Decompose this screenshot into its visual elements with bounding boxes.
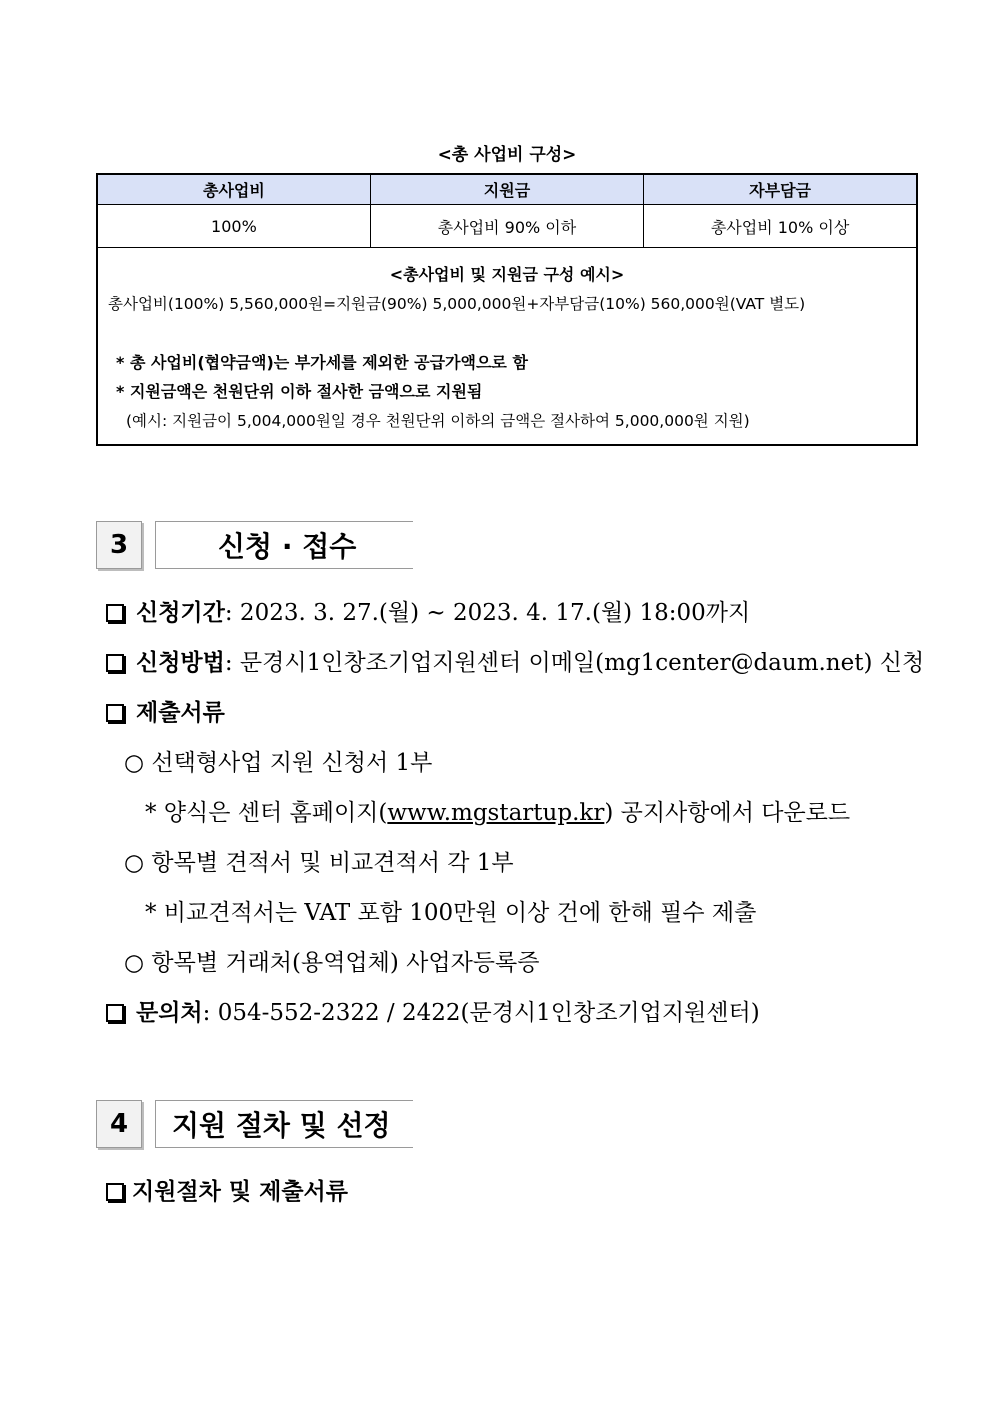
checkbox-icon [106, 604, 124, 622]
doc3: ○ 항목별 거래처(용역업체) 사업자등록증 [124, 950, 540, 976]
note-vat: * 총 사업비(협약금액)는 부가세를 제외한 공급가액으로 함 [116, 353, 528, 372]
note-rounding: * 지원금액은 천원단위 이하 절사한 금액으로 지원됨 [116, 382, 483, 401]
contact-line [106, 994, 760, 1027]
example-title: <총사업비 및 지원금 구성 예시> [389, 265, 625, 284]
table-notes-row [97, 248, 917, 446]
value-subsidy: 총사업비 90% 이하 [370, 205, 643, 248]
section3-number: 3 [96, 521, 142, 569]
checkbox-icon [106, 654, 124, 672]
value-self-pay: 총사업비 10% 이상 [644, 205, 917, 248]
checkbox-icon [106, 1004, 124, 1022]
section3-title: 신청 · 접수 [155, 521, 413, 569]
budget-table [96, 173, 918, 446]
doc2: ○ 항목별 견적서 및 비교견적서 각 1부 [124, 850, 514, 876]
method-value: : 문경시1인창조기업지원센터 이메일(mg1center@daum.net) 신청 [224, 650, 925, 676]
checkbox-icon [106, 704, 124, 722]
contact-value: : 054-552-2322 / 2422(문경시1인창조기업지원센터) [202, 1000, 760, 1026]
homepage-link[interactable]: www.mgstartup.kr [387, 800, 605, 826]
section4-number: 4 [96, 1100, 142, 1148]
header-total: 총사업비 [97, 174, 370, 205]
period-line [106, 594, 750, 627]
header-subsidy: 지원금 [370, 174, 643, 205]
period-value: : 2023. 3. 27.(월) ~ 2023. 4. 17.(월) 18:00까지 [224, 600, 751, 626]
note-example: (예시: 지원금이 5,004,000원일 경우 천원단위 이하의 금액은 절사하여 5,000,000원 지원) [126, 412, 750, 430]
method-line [106, 644, 924, 677]
procedure-line [106, 1173, 348, 1206]
table-caption: <총 사업비 구성> [437, 145, 577, 165]
checkbox-icon [106, 1183, 124, 1201]
section4-title: 지원 절차 및 선정 [155, 1100, 413, 1148]
contact-label: 문의처 [136, 999, 203, 1026]
notes-cell [97, 248, 917, 446]
doc1-note [145, 794, 850, 827]
method-label: 신청방법 [136, 649, 225, 676]
doc1-note-post: ) 공지사항에서 다운로드 [604, 800, 851, 826]
table-header-row [97, 174, 917, 205]
docs-line [106, 694, 225, 727]
period-label: 신청기간 [136, 599, 225, 626]
doc1-note-pre: * 양식은 센터 홈페이지( [145, 800, 388, 826]
table-row [97, 205, 917, 248]
procedure-label: 지원절차 및 제출서류 [132, 1178, 348, 1205]
doc1: ○ 선택형사업 지원 신청서 1부 [124, 750, 433, 776]
docs-label: 제출서류 [136, 699, 225, 726]
doc2-note: * 비교견적서는 VAT 포함 100만원 이상 건에 한해 필수 제출 [145, 900, 757, 926]
example-line: 총사업비(100%) 5,560,000원=지원금(90%) 5,000,000원+자부담금(10%) 560,000원(VAT 별도) [108, 295, 806, 313]
header-self-pay: 자부담금 [644, 174, 917, 205]
value-total: 100% [97, 205, 370, 248]
